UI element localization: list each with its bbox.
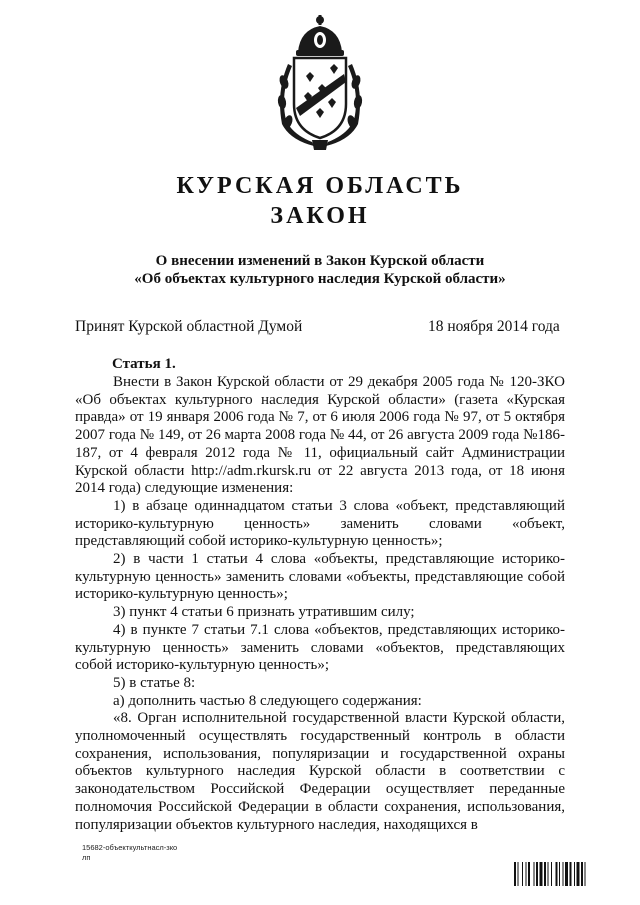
shield-icon — [294, 58, 346, 138]
article-paragraph: 4) в пункте 7 статьи 7.1 слова «объектов, представляющих историко-культурную ценность» заменить словами «объектов, представляющих собой историко-культурную ценность»; — [75, 621, 565, 674]
article-paragraph: 3) пункт 4 статьи 6 признать утратившим силу; — [113, 604, 415, 621]
adoption-date: 18 ноября 2014 года — [428, 318, 560, 335]
file-code-footer — [82, 843, 177, 863]
article-paragraph: а) дополнить частью 8 следующего содержания: — [113, 692, 422, 709]
file-code: 15682-объекткультнасл-зко — [82, 843, 178, 852]
law-title-line-2: «Об объектах культурного наследия Курской области» — [134, 271, 506, 287]
article-paragraph: «8. Орган исполнительной государственной власти Курской области, уполномоченный осуществлять государственный контроль в области сохранения, использования, популяризации и государственной охраны объектов культурного наследия Курской области в соответствии с законодательством Российской Федерации осуществляет переданные полномочия Российской Федерации в области сохранения, использования, популяризации объектов культурного наследия, находящихся в — [75, 710, 565, 833]
region-name: КУРСКАЯ ОБЛАСТЬ — [176, 173, 464, 199]
executor-initials: лп — [82, 853, 91, 862]
article-paragraph: 1) в абзаце одиннадцатом статьи 3 слова «объект, представляющий историко-культурную ценность» заменить словами «объект, представляющий собой историко-культурную ценность»; — [75, 497, 565, 550]
article-heading: Статья 1. — [112, 356, 176, 372]
document-type: ЗАКОН — [270, 203, 370, 229]
article-body — [75, 374, 565, 834]
coat-of-arms-emblem — [268, 12, 372, 152]
article-paragraph: Внести в Закон Курской области от 29 декабря 2005 года № 120-ЗКО «Об объектах культурного наследия Курской области» (газета «Курская правда» от 19 января 2006 года № 7, от 6 июля 2006 года № 97, от 5 октября 2007 года № 149, от 26 марта 2008 года № 44, от 26 августа 2009 года №186-187, от 4 февраля 2012 года № 11, официальный сайт Администрации Курской области http://adm.rkursk.ru от 22 августа 2013 года, от 18 июня 2014 года) следующие изменения: — [75, 374, 565, 497]
article-paragraph: 2) в части 1 статьи 4 слова «объекты, представляющие историко-культурную ценность» заменить словами «объекты, представляющие собой историко-культурную ценность»; — [75, 551, 565, 603]
law-title-line-1: О внесении изменений в Закон Курской области — [155, 253, 485, 269]
barcode-icon — [514, 862, 624, 886]
crown-icon — [296, 15, 344, 56]
law-title — [0, 252, 640, 288]
article-paragraph: 5) в статье 8: — [113, 674, 196, 691]
adopted-by: Принят Курской областной Думой — [75, 318, 303, 335]
